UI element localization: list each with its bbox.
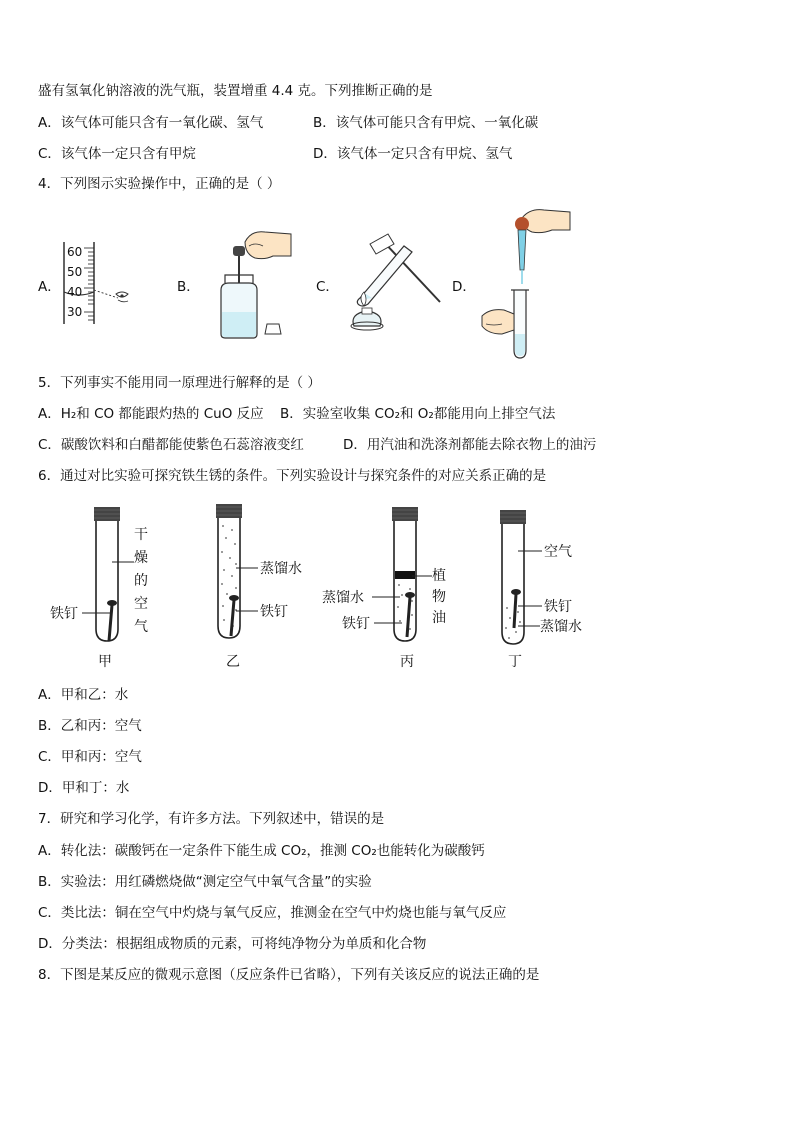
q4-tick-50: 50 (67, 265, 83, 279)
q4-label-d: D． (452, 279, 476, 295)
q4-label-a: A． (38, 279, 61, 295)
q5-option-b: B．实验室收集 CO₂和 O₂都能用向上排空气法 (280, 406, 556, 422)
q6-ding-nail-label: 铁钉 (544, 599, 572, 615)
q6-yi-water-pointer (236, 566, 260, 570)
q6-bing-oil-label: 植物油 (432, 568, 446, 626)
q6-yi-water-label: 蒸馏水 (260, 561, 302, 577)
q6-tube-yi (212, 502, 246, 642)
q5-option-d: D．用汽油和洗涤剂都能去除衣物上的油污 (343, 437, 597, 453)
q4-tick-30: 30 (67, 305, 83, 319)
q7-option-c: C．类比法：铜在空气中灼烧与氧气反应，推测金在空气中灼烧也能与氧气反应 (38, 905, 507, 921)
q6-bing-nail-label: 铁钉 (342, 616, 370, 632)
q5-stem: 5．下列事实不能用同一原理进行解释的是（ ） (38, 375, 321, 391)
q6-jia-air-pointer (112, 560, 136, 564)
q5-option-a: A．H₂和 CO 都能跟灼热的 CuO 反应 (38, 406, 264, 422)
q6-ding-air-pointer (518, 549, 544, 553)
q6-bing-water-pointer (372, 595, 402, 599)
q3-option-a: A．该气体可能只含有一氧化碳、氢气 (38, 115, 264, 131)
q6-bing-nail-pointer (374, 621, 404, 625)
q6-ding-name: 丁 (508, 654, 522, 670)
q6-option-a: A．甲和乙：水 (38, 687, 129, 703)
q6-jia-nail-pointer (82, 611, 112, 615)
q6-bing-water-label: 蒸馏水 (322, 590, 364, 606)
q7-option-d: D．分类法：根据组成物质的元素，可将纯净物分为单质和化合物 (38, 936, 427, 952)
q5-option-c: C．碳酸饮料和白醋都能使紫色石蕊溶液变红 (38, 437, 304, 453)
q8-stem: 8．下图是某反应的微观示意图（反应条件已省略），下列有关该反应的说法正确的是 (38, 967, 540, 983)
q6-jia-air-label: 干燥的空气 (134, 527, 148, 635)
q6-ding-water-label: 蒸馏水 (540, 619, 582, 635)
q4-stem: 4．下列图示实验操作中，正确的是（ ） (38, 176, 281, 192)
q6-yi-nail-pointer (236, 609, 260, 613)
q6-bing-oil-pointer (412, 574, 434, 578)
q6-yi-nail-label: 铁钉 (260, 604, 288, 620)
q4-figure-b-dropper-bottle (205, 228, 295, 340)
q4-tick-60: 60 (67, 245, 83, 259)
q6-jia-nail-label: 铁钉 (50, 606, 78, 622)
q4-figure-c-heating-tube (342, 228, 447, 340)
q6-stem: 6．通过对比实验可探究铁生锈的条件。下列实验设计与探究条件的对应关系正确的是 (38, 468, 547, 484)
q6-yi-name: 乙 (226, 654, 240, 670)
q7-option-b: B．实验法：用红磷燃烧做“测定空气中氧气含量”的实验 (38, 874, 372, 890)
q7-stem: 7．研究和学习化学，有许多方法。下列叙述中，错误的是 (38, 811, 385, 827)
q7-option-a: A．转化法：碳酸钙在一定条件下能生成 CO₂，推测 CO₂也能转化为碳酸钙 (38, 843, 485, 859)
q6-jia-name: 甲 (98, 654, 112, 670)
q3-option-b: B．该气体可能只含有甲烷、一氧化碳 (313, 115, 539, 131)
q6-tube-jia (90, 505, 124, 645)
q6-ding-water-pointer (518, 624, 542, 628)
q3-stem-end: 盛有氢氧化钠溶液的洗气瓶，装置增重 4.4 克。下列推断正确的是 (38, 83, 433, 99)
q6-ding-nail-pointer (518, 604, 544, 608)
q4-label-c: C． (316, 279, 339, 295)
q4-figure-d-dropper-tube (478, 206, 574, 366)
q6-bing-name: 丙 (400, 654, 414, 670)
q6-option-c: C．甲和丙：空气 (38, 749, 142, 765)
q3-option-c: C．该气体一定只含有甲烷 (38, 146, 196, 162)
q6-ding-air-label: 空气 (544, 544, 572, 560)
q4-tick-40: 40 (67, 285, 83, 299)
q6-option-b: B．乙和丙：空气 (38, 718, 142, 734)
q3-option-d: D．该气体一定只含有甲烷、氢气 (313, 146, 513, 162)
q4-label-b: B． (177, 279, 200, 295)
q6-option-d: D．甲和丁：水 (38, 780, 130, 796)
